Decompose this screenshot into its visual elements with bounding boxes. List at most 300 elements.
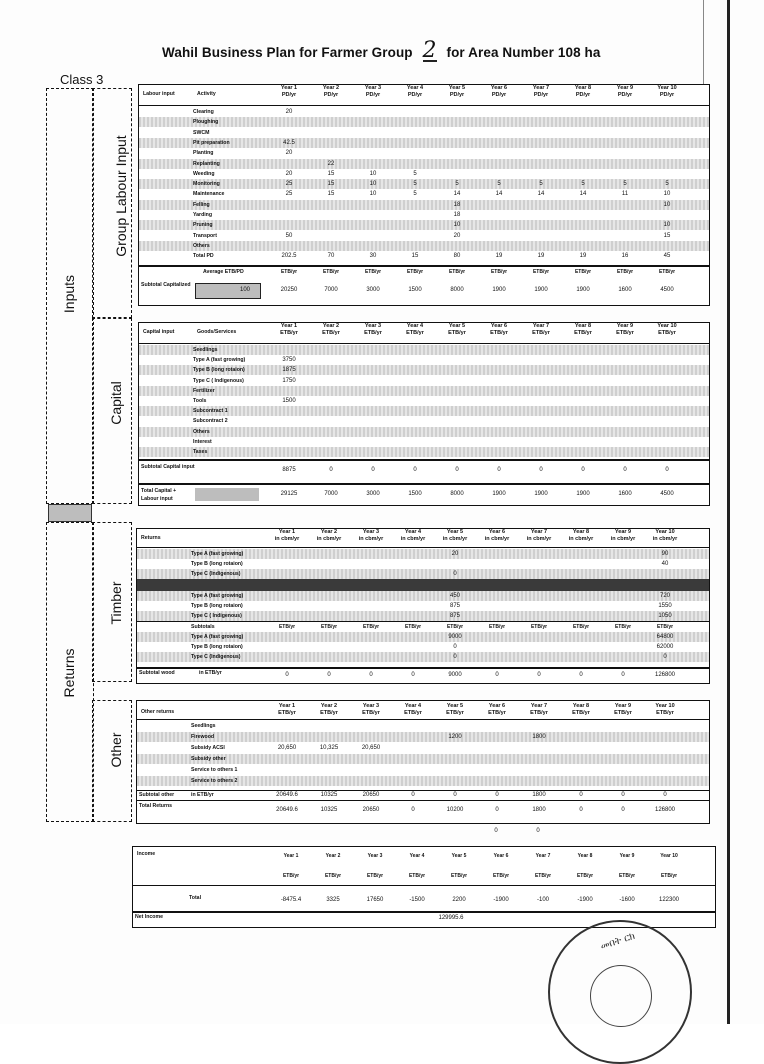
year-header (393, 529, 433, 543)
subtotal-wood-cell: 0 (495, 672, 499, 678)
unit-label: in cbm/yr (358, 536, 384, 542)
other-row (137, 743, 709, 753)
activity-label: Replanting (193, 160, 220, 167)
etb-unit: ETB/yr (532, 269, 550, 275)
capital-row (139, 355, 709, 365)
year-header (647, 323, 687, 337)
goods-label: Subcontract 2 (193, 418, 228, 425)
unit-label: in cbm/yr (484, 536, 510, 542)
labour-row (139, 200, 709, 210)
subtotal-other-cell: 1800 (532, 792, 546, 798)
timber-type-label: Type B (long rotaion) (191, 561, 243, 567)
capital-total-cell: 1500 (408, 491, 422, 497)
etb-unit: ETB/yr (490, 269, 508, 275)
timber-volume-row (137, 569, 709, 579)
etb-unit: ETB/yr (278, 624, 296, 630)
labour-row (139, 251, 709, 261)
total-grey-box (195, 488, 259, 501)
year-label: Year 3 (362, 703, 380, 709)
subtotal-other-cell: 10325 (320, 792, 338, 798)
activity-label: Pruning (193, 222, 213, 229)
income-total-cell: 122300 (658, 897, 680, 903)
labour-cell: 5 (413, 170, 417, 177)
labour-row (139, 179, 709, 189)
header-label: Labour input (143, 91, 175, 97)
labour-cell: 70 (327, 253, 335, 260)
year-header (479, 85, 519, 99)
unit-label: ETB/yr (448, 330, 466, 336)
labour-cell: 45 (663, 253, 671, 260)
labour-cell: 5 (413, 181, 417, 188)
dark-band (137, 579, 709, 591)
year-label: Year 8 (574, 85, 592, 91)
timber-price-row (137, 611, 709, 621)
scan-edge (727, 0, 730, 1024)
activity-label: Pit preparation (193, 139, 230, 146)
labour-cell: 10 (453, 222, 461, 229)
labour-cell: 11 (621, 191, 629, 198)
labour-cell: 30 (369, 253, 377, 260)
unit-label: in cbm/yr (316, 536, 342, 542)
unit-label: in cbm/yr (442, 536, 468, 542)
etb-unit: ETB/yr (658, 269, 676, 275)
subtotal-other-cell: 20650 (362, 792, 380, 798)
etb-unit: ETB/yr (614, 624, 632, 630)
year-label: Year 9 (614, 703, 632, 709)
timber-type-label: Type C ( Indigenous) (191, 613, 242, 619)
labour-cell: 42.5 (283, 139, 295, 146)
labour-cell: 25 (285, 191, 293, 198)
income-year: Year 8 (577, 853, 593, 859)
labour-cell: 19 (579, 253, 587, 260)
timber-returns-table (136, 528, 710, 668)
labour-cell: 10 (369, 181, 377, 188)
labour-cell: 16 (621, 253, 629, 260)
year-label: Year 1 (280, 85, 298, 91)
income-table (132, 846, 716, 912)
timber-volume-row (137, 559, 709, 569)
class-label: Class 3 (60, 72, 104, 87)
timber-type-label: Type A (fast growing) (191, 593, 244, 599)
unit-label: PD/yr (617, 92, 633, 98)
income-unit: ETB/yr (408, 873, 426, 879)
labour-cell: 15 (327, 170, 335, 177)
labour-row (139, 241, 709, 251)
etb-unit: ETB/yr (280, 269, 298, 275)
subtotal-wood-cell: 0 (621, 672, 625, 678)
subtotal-wood-cell: 0 (579, 672, 583, 678)
unit-label: ETB/yr (658, 330, 676, 336)
year-label: Year 6 (490, 85, 508, 91)
capital-cell: 1750 (282, 377, 296, 384)
year-header (395, 85, 435, 99)
year-header (645, 529, 685, 543)
year-header (309, 529, 349, 543)
total-returns-cell: 0 (411, 807, 415, 813)
labour-cell: 10 (369, 170, 377, 177)
subtotal-other-label: Subtotal other (139, 792, 175, 798)
activity-label: Monitoring (193, 181, 220, 188)
year-header (267, 529, 307, 543)
income-line (133, 885, 715, 886)
unit-label: ETB/yr (364, 330, 382, 336)
other-label: Firewood (191, 734, 215, 740)
header-line (139, 105, 709, 106)
labour-cell: 202.5 (281, 253, 297, 260)
timber-y5: 450 (449, 593, 460, 599)
income-year: Year 9 (619, 853, 635, 859)
other-row (137, 765, 709, 775)
income-year: Year 7 (535, 853, 551, 859)
header-label-2: Goods/Services (197, 329, 237, 335)
income-unit: ETB/yr (366, 873, 384, 879)
year-header (563, 85, 603, 99)
labour-cell: 5 (665, 181, 669, 188)
labour-cell: 10 (663, 201, 671, 208)
unit-label: in cbm/yr (652, 536, 678, 542)
subtotal-other-cell: 0 (579, 792, 583, 798)
capital-row (139, 447, 709, 457)
below-val: 0 (494, 828, 498, 834)
activity-label: Transport (193, 232, 217, 239)
timber-y5: 0 (453, 644, 457, 650)
unit-label: ETB/yr (616, 330, 634, 336)
year-label: Year 5 (446, 703, 464, 709)
timber-value-row (137, 632, 709, 642)
unit-label: ETB/yr (614, 710, 632, 716)
capital-row (139, 365, 709, 375)
subtotal-wood-cell: 0 (411, 672, 415, 678)
income-year: Year 5 (451, 853, 467, 859)
year-header (605, 323, 645, 337)
year-label: Year 5 (446, 529, 464, 535)
activity-label: Planting (193, 150, 214, 157)
timber-type-label: Type A (fast growing) (191, 634, 244, 640)
capital-row (139, 416, 709, 426)
other-row (137, 732, 709, 742)
header-line (137, 719, 709, 720)
capital-subtotal-label: Subtotal Capital input (141, 464, 195, 470)
labour-cell: 14 (579, 191, 587, 198)
timber-type-label: Type B (long rotaion) (191, 603, 243, 609)
labour-row (139, 220, 709, 230)
year-label: Year 1 (278, 703, 296, 709)
labour-row (139, 148, 709, 158)
income-total-cell: -1900 (577, 897, 593, 903)
unit-label: PD/yr (491, 92, 507, 98)
activity-label: Total PD (193, 253, 214, 260)
labour-row (139, 189, 709, 199)
year-header (561, 703, 601, 717)
net-income-value: 129995.6 (438, 915, 464, 921)
subtotal-cell: 1500 (408, 287, 422, 293)
unit-label: in cbm/yr (568, 536, 594, 542)
timber-y10: 0 (663, 654, 667, 660)
capital-row (139, 376, 709, 386)
subtotal-label: Subtotal Capitalized (141, 282, 191, 288)
activity-label: SWCM (193, 129, 210, 136)
labour-row (139, 169, 709, 179)
timber-value-row (137, 642, 709, 652)
income-total-cell: -100 (536, 897, 549, 903)
year-header (351, 703, 391, 717)
year-label: Year 10 (657, 85, 677, 91)
etb-unit: ETB/yr (322, 269, 340, 275)
unit-label: PD/yr (533, 92, 549, 98)
year-label: Year 1 (280, 323, 298, 329)
income-total-cell: -1900 (493, 897, 509, 903)
activity-label: Felling (193, 201, 210, 208)
year-label: Year 4 (404, 703, 422, 709)
unit-label: ETB/yr (488, 710, 506, 716)
goods-label: Type B (long rotaion) (193, 367, 245, 374)
header-label: Other returns (141, 709, 175, 715)
year-header (521, 85, 561, 99)
header-label: Returns (141, 535, 161, 541)
capital-row (139, 345, 709, 355)
income-total-cell: 17650 (366, 897, 384, 903)
goods-label: Type C ( Indigenous) (193, 377, 244, 384)
capital-input-table (138, 322, 710, 460)
unit-label: ETB/yr (362, 710, 380, 716)
year-label: Year 2 (322, 85, 340, 91)
subtotal-other-cell: 0 (663, 792, 667, 798)
goods-label: Fertilizer (193, 387, 215, 394)
other-label: Subsidy ACSI (191, 745, 225, 751)
capital-total-label: Total Capital + Labour input (141, 488, 177, 502)
goods-label: Others (193, 428, 210, 435)
timber-y5: 0 (453, 654, 457, 660)
unit-label: ETB/yr (574, 330, 592, 336)
etb-unit: ETB/yr (574, 269, 592, 275)
income-total-cell: 3325 (326, 897, 340, 903)
timber-price-row (137, 591, 709, 601)
unit-label: PD/yr (659, 92, 675, 98)
subtotal-other-cell: 20649.6 (276, 792, 298, 798)
income-unit: ETB/yr (660, 873, 678, 879)
other-row (137, 754, 709, 764)
labour-cell: 19 (537, 253, 545, 260)
year-header (395, 323, 435, 337)
unit-label: ETB/yr (572, 710, 590, 716)
income-unit: ETB/yr (534, 873, 552, 879)
income-unit: ETB/yr (450, 873, 468, 879)
subtotal-cell: 8000 (450, 287, 464, 293)
activity-label: Clearing (193, 109, 214, 115)
other-label: Service to others 1 (191, 767, 238, 773)
activity-label: Yarding (193, 212, 213, 218)
avg-value: 100 (239, 287, 250, 293)
capital-subtotal-table (138, 460, 710, 484)
timber-price-row (137, 601, 709, 611)
income-year: Year 2 (325, 853, 341, 859)
labour-cell: 14 (495, 191, 503, 198)
unit-label: in cbm/yr (400, 536, 426, 542)
capital-total-cell: 7000 (324, 491, 338, 497)
header-line (137, 547, 709, 548)
year-header (603, 703, 643, 717)
goods-label: Tools (193, 398, 207, 404)
income-unit: ETB/yr (282, 873, 300, 879)
capital-subtotal-cell: 0 (623, 467, 627, 473)
labour-row (139, 138, 709, 148)
subtotal-cell: 20250 (280, 287, 298, 293)
year-label: Year 2 (322, 323, 340, 329)
year-label: Year 9 (616, 85, 634, 91)
capital-total-cell: 4500 (660, 491, 674, 497)
unit-label: PD/yr (407, 92, 423, 98)
subtotal-wood-cell: 9000 (448, 672, 462, 678)
subtotal-other-cell: 0 (453, 792, 457, 798)
other-label: Subsidy other (191, 756, 226, 762)
year-label: Year 4 (404, 529, 422, 535)
unit-label: ETB/yr (446, 710, 464, 716)
etb-unit: ETB/yr (364, 269, 382, 275)
total-returns-cell: 10200 (446, 807, 464, 813)
year-header (393, 703, 433, 717)
timber-label: Timber (108, 581, 124, 625)
subtotal-wood-unit: in ETB/yr (199, 670, 222, 676)
income-unit: ETB/yr (324, 873, 342, 879)
etb-unit: ETB/yr (404, 624, 422, 630)
total-returns-cell: 20649.6 (276, 807, 298, 813)
capital-label: Capital (108, 381, 124, 425)
other-label: Other (108, 732, 124, 768)
etb-unit: ETB/yr (446, 624, 464, 630)
unit-label: ETB/yr (532, 330, 550, 336)
other-row (137, 721, 709, 731)
labour-label: Group Labour Input (113, 135, 129, 257)
subtotal-cell: 3000 (366, 287, 380, 293)
labour-cell: 80 (453, 253, 461, 260)
income-total-cell: 2200 (452, 897, 466, 903)
labour-row (139, 128, 709, 138)
unit-label: ETB/yr (404, 710, 422, 716)
income-total-cell: -1500 (409, 897, 425, 903)
capital-subtotal-cell: 0 (581, 467, 585, 473)
timber-y5: 875 (449, 603, 460, 609)
etb-unit: ETB/yr (406, 269, 424, 275)
labour-cell: 5 (539, 181, 543, 188)
capital-subtotal-cell: 8875 (282, 467, 296, 473)
header-line (139, 343, 709, 344)
inputs-label: Inputs (61, 274, 77, 314)
year-label: Year 8 (574, 323, 592, 329)
goods-label: Seedlings (193, 347, 218, 353)
capital-row (139, 386, 709, 396)
year-header (519, 703, 559, 717)
year-label: Year 8 (572, 529, 590, 535)
labour-cell: 14 (453, 191, 461, 198)
year-header (309, 703, 349, 717)
year-label: Year 3 (364, 323, 382, 329)
header-label-2: Activity (197, 91, 216, 97)
unit-label: PD/yr (323, 92, 339, 98)
year-label: Year 9 (614, 529, 632, 535)
year-label: Year 3 (362, 529, 380, 535)
net-income-label: Net Income (135, 914, 163, 920)
unit-label: PD/yr (365, 92, 381, 98)
timber-y10: 64800 (656, 634, 674, 640)
timber-type-label: Type B (long rotaion) (191, 644, 243, 650)
labour-cell: 19 (495, 253, 503, 260)
year-label: Year 7 (530, 703, 548, 709)
etb-unit: ETB/yr (656, 624, 674, 630)
unit-label: PD/yr (449, 92, 465, 98)
year-label: Year 10 (655, 703, 675, 709)
capital-total-table (138, 484, 710, 506)
subtotal-wood-cell: 0 (537, 672, 541, 678)
labour-cell: 10 (663, 191, 671, 198)
subtotal-wood-cell: 0 (369, 672, 373, 678)
subtotals-label: Subtotals (191, 624, 215, 630)
labour-cell: 18 (453, 212, 461, 218)
capital-row (139, 396, 709, 406)
timber-y5: 875 (449, 613, 460, 619)
income-year: Year 4 (409, 853, 425, 859)
header-label: Capital input (143, 329, 175, 335)
labour-cell: 15 (327, 191, 335, 198)
year-header (477, 703, 517, 717)
labour-row (139, 159, 709, 169)
year-header (479, 323, 519, 337)
other-cell: 20,650 (277, 745, 297, 751)
labour-row (139, 231, 709, 241)
income-year: Year 1 (283, 853, 299, 859)
labour-cell: 5 (455, 181, 459, 188)
labour-cell: 5 (581, 181, 585, 188)
labour-cell: 15 (411, 253, 419, 260)
year-header (519, 529, 559, 543)
capital-subtotal-cell: 0 (497, 467, 501, 473)
capital-subtotal-cell: 0 (413, 467, 417, 473)
labour-cell: 15 (663, 232, 671, 239)
other-row (137, 776, 709, 786)
year-header (269, 323, 309, 337)
year-label: Year 5 (448, 323, 466, 329)
labour-row (139, 210, 709, 220)
capital-cell: 1500 (282, 398, 296, 404)
labour-subtotal-table (138, 266, 710, 306)
year-header (269, 85, 309, 99)
income-year: Year 3 (367, 853, 383, 859)
subtotal-cell: 7000 (324, 287, 338, 293)
total-returns-cell: 20650 (362, 807, 380, 813)
income-year: Year 10 (660, 853, 678, 859)
labour-cell: 25 (285, 181, 293, 188)
capital-row (139, 437, 709, 447)
etb-unit: ETB/yr (572, 624, 590, 630)
year-label: Year 2 (320, 703, 338, 709)
year-header (477, 529, 517, 543)
total-returns-cell: 0 (579, 807, 583, 813)
income-label: Income (137, 851, 156, 857)
capital-subtotal-cell: 0 (665, 467, 669, 473)
capital-total-cell: 1600 (618, 491, 632, 497)
stamp-emblem (590, 965, 652, 1027)
income-unit: ETB/yr (618, 873, 636, 879)
returns-label: Returns (61, 648, 77, 698)
year-label: Year 8 (572, 703, 590, 709)
total-returns-cell: 126800 (654, 807, 676, 813)
total-returns-cell: 0 (621, 807, 625, 813)
timber-y10: 1050 (658, 613, 672, 619)
year-header (435, 703, 475, 717)
capital-subtotal-cell: 0 (455, 467, 459, 473)
subtotal-wood-label: Subtotal wood (139, 670, 175, 676)
year-label: Year 9 (616, 323, 634, 329)
title-group-number: 2 (422, 38, 437, 63)
